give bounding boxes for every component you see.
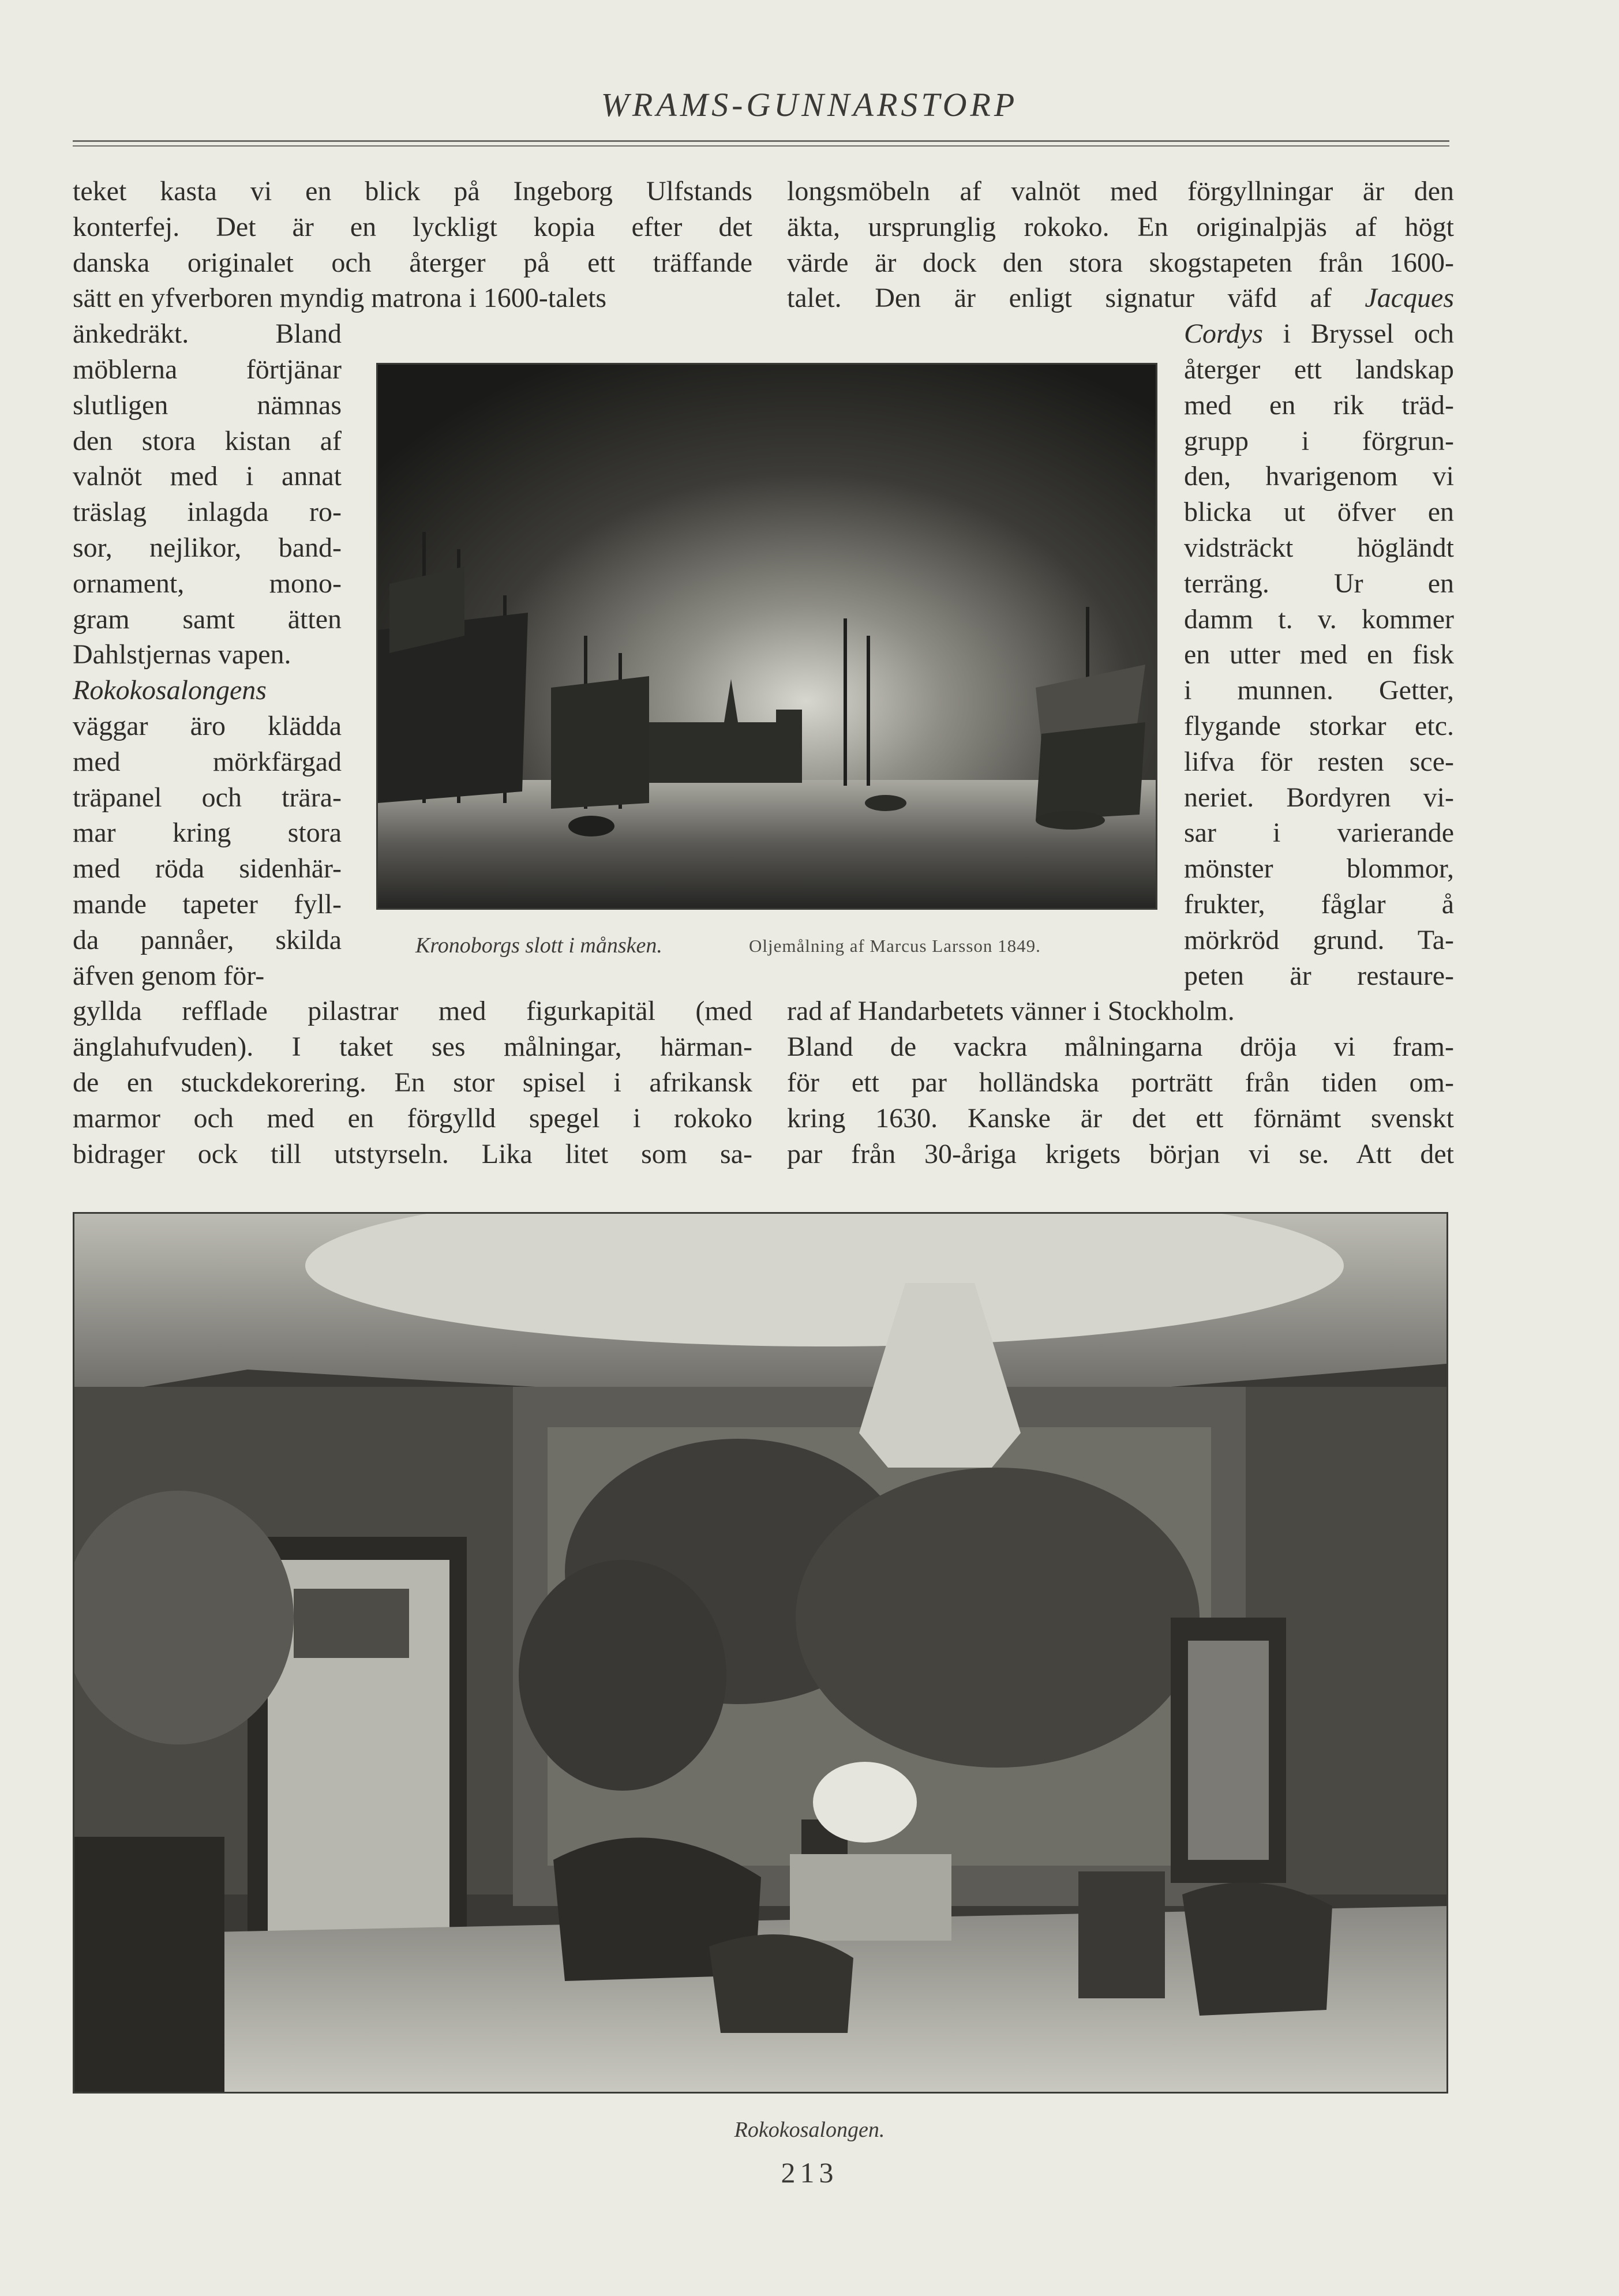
left-column-line: träpanel och trära- [73,782,342,813]
left-column-line: Dahlstjernas vapen. [73,639,291,670]
right-column-line: mörkröd grund. Ta- [1184,924,1454,955]
left-column-line: de en stuckdekorering. En stor spisel i afrikansk [73,1067,752,1098]
right-column-line: terräng. Ur en [1184,568,1454,599]
right-column-line: peten är restaure- [1184,960,1454,991]
right-column-line: den, hvarigenom vi [1184,461,1454,492]
right-column-line: vidsträckt högländt [1184,532,1454,563]
right-column-line: en utter med en fisk [1184,639,1454,670]
photo-rokokosalongen [73,1212,1448,2094]
left-column-line: slutligen nämnas [73,389,342,421]
right-column-line: Cordys i Bryssel och [1184,318,1454,350]
left-column-line: äfven genom för- [73,960,265,991]
left-column-line: teket kasta vi en blick på Ingeborg Ulfstands [73,176,752,207]
right-column-line: longsmöbeln af valnöt med förgyllningar är den [787,176,1454,207]
page-number: 213 [781,2156,838,2189]
painting-kronoborg-image [378,365,1156,908]
left-column-line: Rokokosalongens [73,675,267,706]
right-column-line: grupp i förgrun- [1184,425,1454,456]
right-column-line: äkta, ursprunglig rokoko. En originalpjäs af högt [787,211,1454,242]
left-column-line: sor, nejlikor, band- [73,532,342,563]
right-column-line: Bland de vackra målningarna dröja vi fram- [787,1031,1454,1063]
left-column-line: bidrager ock till utstyrseln. Lika litet som sa- [73,1138,752,1169]
left-column-line: möblerna förtjänar [73,354,342,385]
left-column-line: träslag inlagda ro- [73,497,342,528]
header-rule [73,140,1449,142]
left-column-line: den stora kistan af [73,425,342,456]
right-column-line: för ett par holländska porträtt från tiden om- [787,1067,1454,1098]
painting-kronoborg [376,363,1157,910]
figure1-credit: Oljemålning af Marcus Larsson 1849. [749,936,1041,956]
left-column-line: konterfej. Det är en lyckligt kopia efter det [73,211,752,242]
right-column-line: frukter, fåglar å [1184,889,1454,920]
right-column-line: mönster blommor, [1184,853,1454,884]
right-column-line: i munnen. Getter, [1184,675,1454,706]
left-column-line: med röda sidenhär- [73,853,342,884]
right-column-line: sar i varierande [1184,817,1454,849]
right-column-line: neriet. Bordyren vi- [1184,782,1454,813]
right-column-line: kring 1630. Kanske är det ett förnämt svenskt [787,1102,1454,1134]
left-column-line: valnöt med i annat [73,461,342,492]
running-title: WRAMS-GUNNARSTORP [601,86,1018,123]
left-column-line: ornament, mono- [73,568,342,599]
left-column-line: danska originalet och återger på ett träffande [73,247,752,278]
right-column-line: återger ett landskap [1184,354,1454,385]
left-column-line: mande tapeter fyll- [73,889,342,920]
right-column-line: blicka ut öfver en [1184,497,1454,528]
right-column-line: flygande storkar etc. [1184,711,1454,741]
header-rule-thin [73,145,1449,147]
right-column-line: damm t. v. kommer [1184,603,1454,635]
left-column-line: da pannåer, skilda [73,924,342,955]
right-column-line: talet. Den är enligt signatur väfd af Jacques [787,283,1454,314]
right-column-line: värde är dock den stora skogstapeten från 1600- [787,247,1454,278]
figure1-caption: Kronoborgs slott i månsken. [415,933,662,958]
left-column-line: änkedräkt. Bland [73,318,342,350]
left-column-line: änglahufvuden). I taket ses målningar, härman- [73,1031,752,1063]
right-column-line: med en rik träd- [1184,389,1454,421]
right-column-line: rad af Handarbetets vänner i Stockholm. [787,996,1235,1027]
left-column-line: gram samt ätten [73,603,342,635]
photo-rokokosalongen-image [74,1214,1446,2092]
left-column-line: med mörkfärgad [73,746,342,777]
left-column-line: gyllda refflade pilastrar med figurkapitäl (med [73,996,752,1027]
figure2-caption: Rokokosalongen. [734,2118,885,2142]
left-column-line: mar kring stora [73,817,342,849]
left-column-line: sätt en yfverboren myndig matrona i 1600-talets [73,283,607,314]
left-column-line: marmor och med en förgylld spegel i rokoko [73,1102,752,1134]
right-column-line: par från 30-åriga krigets början vi se. Att det [787,1138,1454,1169]
left-column-line: väggar äro klädda [73,711,342,741]
right-column-line: lifva för resten sce- [1184,746,1454,777]
